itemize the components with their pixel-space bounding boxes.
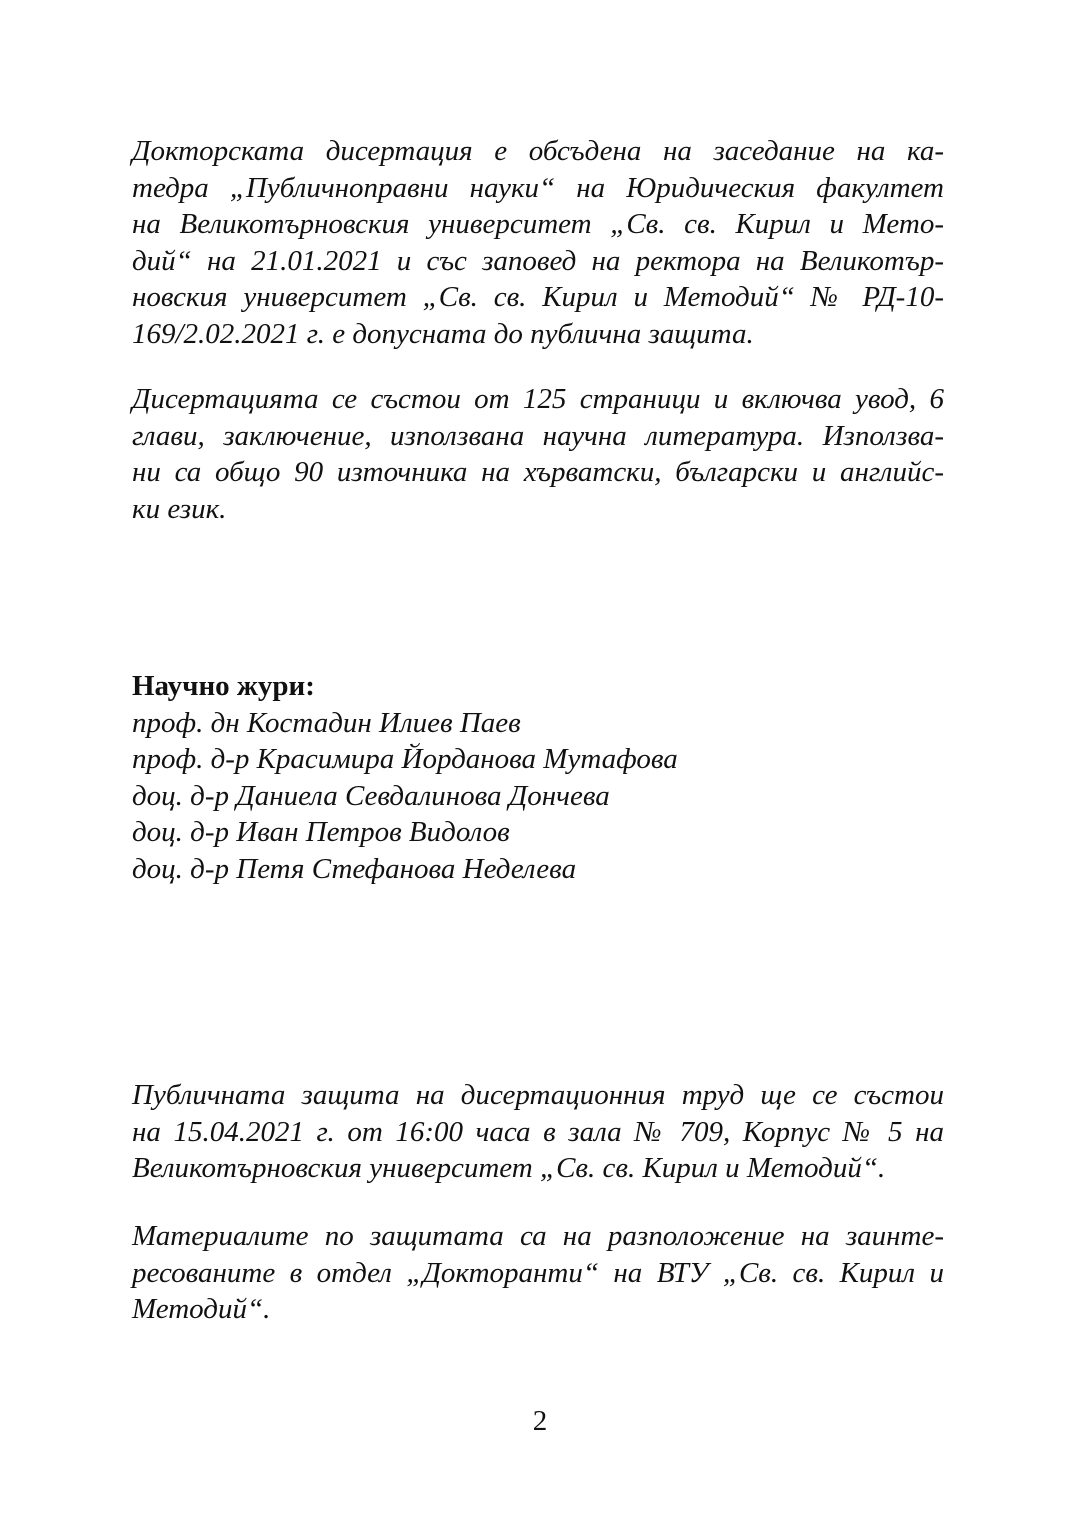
- jury-member: доц. д-р Даниела Севдалинова Дончева: [132, 779, 610, 812]
- materials-availability-paragraph: [132, 1218, 944, 1328]
- text-line: дий“ на 21.01.2021 и със заповед на ректора на Великотър-: [132, 244, 944, 277]
- text-line: новския университет „Св. св. Кирил и Методий“ № РД-10-: [132, 281, 944, 313]
- dissertation-structure-paragraph: [132, 381, 944, 527]
- jury-member: доц. д-р Петя Стефанова Неделева: [132, 852, 577, 885]
- text-line: глави, заключение, използвана научна литература. Използва-: [132, 419, 944, 452]
- text-line: на Великотърновския университет „Св. св. Кирил и Мето-: [132, 208, 944, 240]
- scientific-jury-section: [132, 668, 944, 887]
- text-line: Докторската дисертация е обсъдена на заседание на ка-: [132, 135, 944, 167]
- text-line: Публичната защита на дисертационния труд ще се състои: [132, 1079, 944, 1111]
- page-number: 2: [532, 1405, 548, 1437]
- text-line: Материалите по защитата са на разположение на заинте-: [132, 1220, 944, 1252]
- text-line: Великотърновския университет „Св. св. Кирил и Методий“.: [132, 1152, 886, 1184]
- text-line: ни са общо 90 източника на хърватски, български и английс-: [132, 456, 944, 488]
- text-line: ки език.: [132, 492, 227, 525]
- public-defense-paragraph: [132, 1077, 944, 1187]
- text-line: ресованите в отдел „Докторанти“ на ВТУ „Св. св. Кирил и: [132, 1256, 944, 1289]
- text-line: Методий“.: [132, 1293, 271, 1325]
- text-line: на 15.04.2021 г. от 16:00 часа в зала № 709, Корпус № 5 на: [132, 1115, 944, 1148]
- jury-title: Научно жури:: [132, 670, 315, 702]
- jury-member: доц. д-р Иван Петров Видолов: [132, 816, 510, 848]
- text-line: Дисертацията се състои от 125 страници и включва увод, 6: [132, 383, 944, 415]
- text-line: 169/2.02.2021 г. е допусната до публична защита.: [132, 317, 754, 350]
- jury-member: проф. д-р Красимира Йорданова Мутафова: [132, 743, 678, 775]
- jury-member: проф. дн Костадин Илиев Паев: [132, 706, 521, 739]
- text-line: тедра „Публичноправни науки“ на Юридическия факултет: [132, 171, 944, 204]
- dissertation-discussion-paragraph: [132, 133, 944, 352]
